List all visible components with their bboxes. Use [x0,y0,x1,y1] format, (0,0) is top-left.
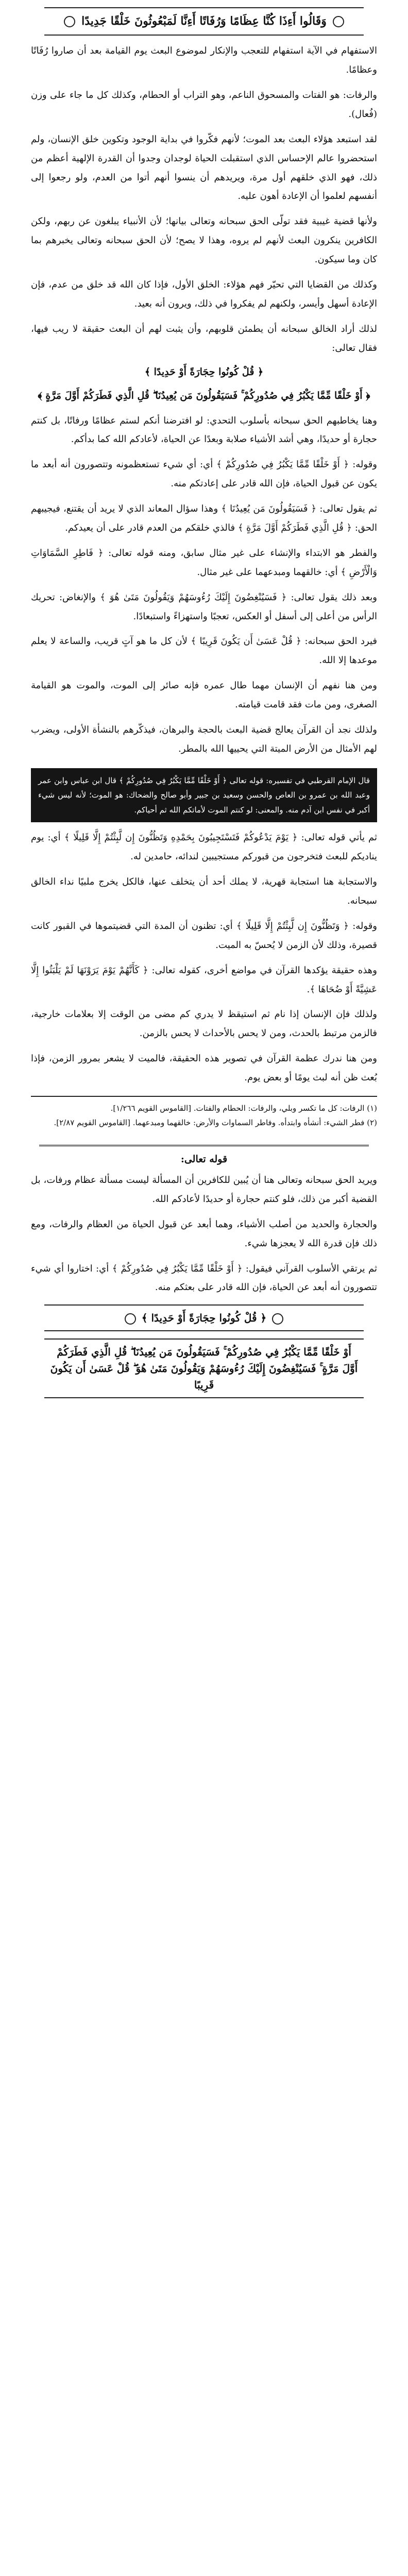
footnotes [31,1096,377,1130]
paragraph: وهذه حقيقة يؤكدها القرآن في مواضع أخرى، كقوله تعالى: ﴿ كَأَنَّهُمْ يَوْمَ يَرَوْنَهَا لَمْ يَلْبَثُوا إِلَّا عَشِيَّةً أَوْ ضُحَاهَا ﴾. [31,964,377,995]
paragraph: ومن هنا نفهم أن الإنسان مهما طال عمره فإنه صائر إلى الموت، والموت هو القيامة الصغرى، ومن مات فقد قامت قيامته. [31,680,377,710]
paragraph: ولأنها قضية غيبية فقد تولّى الحق سبحانه وتعالى بيانها؛ لأن الأنبياء يبلغون عن ربهم، ولكن الكافرين ينكرون البعث لأنهم لم يروه، وهذا لا يصح؛ لأن الحق سبحانه وتعالى يخبرهم بما كان وما سيكون. [31,216,377,265]
paragraph: فيرد الحق سبحانه: ﴿ قُلْ عَسَىٰ أَن يَكُونَ قَرِيبًا ﴾ لأن كل ما هو آتٍ قريب، والساعة لا يعلم موعدها إلا الله. [31,636,377,666]
ornament-icon [272,1313,283,1325]
ornament-icon [333,16,344,27]
ayah-banner-top [44,7,364,36]
paragraph: لذلك أراد الخالق سبحانه أن يطمئن قلوبهم، وأن يثبت لهم أن البعث حقيقة لا ريب فيها، فقال تعالى: [31,323,377,353]
page [0,7,408,2576]
paragraph: والفطر هو الابتداء والإنشاء على غير مثال سابق، ومنه قوله تعالى: ﴿ فَاطِرِ السَّمَاوَاتِ وَالْأَرْضِ ﴾ أي: خالقهما ومبدعهما على غير مثال. [31,547,377,578]
ayah-banner-middle [44,1304,364,1331]
paragraph: ويريد الحق سبحانه وتعالى هنا أن يُبين للكافرين أن المسألة ليست مسألة عظام ورفات، بل القضية أكبر من ذلك، فلو كنتم حجارة أو حديدًا لأعادكم الله. [31,1174,377,1205]
paragraph: الاستفهام في الآية استفهام للتعجب والإنكار لموضوع البعث يوم القيامة بعد أن صاروا رُفَاتًا وعظامًا. [31,45,377,76]
section-divider [39,1145,369,1146]
section-title: قوله تعالى: [180,1153,228,1165]
paragraph: ثم يقول تعالى: ﴿ فَسَيَقُولُونَ مَن يُعِيدُنَا ﴾ وهذا سؤال المعاند الذي لا يريد أن يقتنع، فيجيبهم الحق: ﴿ قُلِ الَّذِي فَطَرَكُمْ أَوَّلَ مَرَّةٍ ﴾ فالذي خلقكم من العدم قادر على أن يعيدكم. [31,503,377,533]
paragraph: والحجارة والحديد من أصلب الأشياء، وهما أبعد عن قبول الحياة من العظام والرفات، ومع ذلك فإن قدرة الله لا يعجزها شيء. [31,1218,377,1249]
highlight-box: قال الإمام القرطبي في تفسيره: قوله تعالى ﴿ أَوْ خَلْقًا مِّمَّا يَكْبُرُ فِي صُدُورِكُمْ ﴾ قال ابن عباس وابن عمر وعبد الله بن عمرو بن العاص والحسن وسعيد بن جبير وأبو صالح والضحاك: هو الموت؛ لأنه ليس شيء أكبر في نفس ابن آدم منه. والمعنى: لو كنتم الموت لأماتكم الله ثم أحياكم. [31,768,377,823]
paragraph: وقوله: ﴿ وَتَظُنُّونَ إِن لَّبِثْتُمْ إِلَّا قَلِيلًا ﴾ أي: تظنون أن المدة التي قضيتموها في القبور كانت قصيرة، وذلك لأن الزمن لا يُحسّ به الميت. [31,920,377,951]
ayah-banner-bottom [44,1338,364,1398]
paragraph: ثم يرتقي الأسلوب القرآني فيقول: ﴿ أَوْ خَلْقًا مِّمَّا يَكْبُرُ فِي صُدُورِكُمْ ﴾ أي: اختاروا أي شيء تتصورون أنه أبعد عن الحياة، فإن الله قادر على بعثكم منه. [31,1263,377,1293]
paragraph: ولذلك نجد أن القرآن يعالج قضية البعث بالحجة والبرهان، فيذكّرهم بالنشأة الأولى، ويضرب لهم الأمثال من الأرض الميتة التي يحييها الله بالمطر. [31,724,377,754]
paragraph: وكذلك من القضايا التي تحيّر فهم هؤلاء: الخلق الأول، فإذا كان الله قد خلق من عدم، فإن الإعادة أسهل وأيسر، ولكنهم لم يفكروا في ذلك، ويرون أنه بعيد. [31,279,377,309]
paragraph: وهنا يخاطبهم الحق سبحانه بأسلوب التحدي: لو افترضنا أنكم لستم عظامًا ورفاتًا، بل كنتم حجارة أو حديدًا، وهي أشد الأشياء صلابة وبعدًا عن الحياة، لأعادكم الله كما بدأكم. [31,415,377,445]
paragraph: وبعد ذلك يقول تعالى: ﴿ فَسَيُنْغِضُونَ إِلَيْكَ رُءُوسَهُمْ وَيَقُولُونَ مَتَىٰ هُوَ ﴾ والإنغاض: تحريك الرأس من أعلى إلى أسفل أو العكس، تعجبًا واستهزاءً واستبعادًا. [31,591,377,622]
paragraph: ومن هنا ندرك عظمة القرآن في تصوير هذه الحقيقة، فالميت لا يشعر بمرور الزمن، فإذا بُعث ظن أنه لبث يومًا أو بعض يوم. [31,1053,377,1083]
ayah-text: ﴿ قُلْ كُونُوا حِجَارَةً أَوْ حَدِيدًا ﴾ [141,1312,267,1325]
paragraph: ولذلك فإن الإنسان إذا نام ثم استيقظ لا يدري كم مضى من الوقت إلا بعلامات خارجية، فالزمن مرتبط بالحدث، ومن لا يحس بالأحداث لا يحس بالزمن. [31,1009,377,1039]
ornament-icon [64,16,75,27]
ornament-icon [125,1313,136,1325]
ayah-text: أَوْ خَلْقًا مِّمَّا يَكْبُرُ فِي صُدُورِكُمْ ۚ فَسَيَقُولُونَ مَن يُعِيدُنَا ۖ قُلِ الَّذِي فَطَرَكُمْ أَوَّلَ مَرَّةٍ ۚ فَسَيُنْغِضُونَ إِلَيْكَ رُءُوسَهُمْ وَيَقُولُونَ مَتَىٰ هُوَ ۖ قُلْ عَسَىٰ أَن يَكُونَ قَرِيبًا [50,1346,358,1392]
footnote: (١) الرفات: كل ما تكسر وبلي، والرفات: الحطام والفتات. [القاموس القويم ١/٢٦٦]. [110,1103,377,1113]
paragraph: والرفات: هو الفتات والمسحوق الناعم، وهو التراب أو الحطام، وكذلك كل ما جاء على وزن (فُعال). [31,89,377,120]
paragraph: والاستجابة هنا استجابة قهرية، لا يملك أحد أن يتخلف عنها، فالكل يخرج ملبيًا نداء الخالق سبحانه. [31,876,377,906]
footnote: (٢) فطر الشيء: أنشأه وابتدأه. وفاطر السماوات والأرض: خالقهما ومبدعهما. [القاموس القويم ٢/٨٧]. [54,1118,377,1128]
ayah-text: وَقَالُوا أَءِذَا كُنَّا عِظَامًا وَرُفَاتًا أَءِنَّا لَمَبْعُوثُونَ خَلْقًا جَدِيدًا [81,14,327,28]
paragraph: وقوله: ﴿ أَوْ خَلْقًا مِّمَّا يَكْبُرُ فِي صُدُورِكُمْ ﴾ أي: أي شيء تستعظمونه وتتصورون أنه أبعد ما يكون عن قبول الحياة، فإن الله قادر على إعادتكم منه. [31,459,377,489]
verse-line: ﴿ أَوْ خَلْقًا مِّمَّا يَكْبُرُ فِي صُدُورِكُمْ ۚ فَسَيَقُولُونَ مَن يُعِيدُنَا ۖ قُلِ الَّذِي فَطَرَكُمْ أَوَّلَ مَرَّةٍ ﴾ [38,389,370,401]
paragraph: لقد استبعد هؤلاء البعث بعد الموت؛ لأنهم فكّروا في بداية الوجود وتكوين خلق الإنسان، ولم استحضروا عالم الإحساس الذي استقبلت الحياة لوجدان وجدوا أن القدرة الإلهية أعظم من ذلك، فهو الذي خلقهم أول مرة، ويريدهم أن ينسوا أنهم أتوا من العدم، ولو رجعوا إلى أنفسهم لعلموا أن الإعادة أهون عليه. [31,133,377,202]
paragraph: ثم يأتي قوله تعالى: ﴿ يَوْمَ يَدْعُوكُمْ فَتَسْتَجِيبُونَ بِحَمْدِهِ وَتَظُنُّونَ إِن لَّبِثْتُمْ إِلَّا قَلِيلًا ﴾ أي: يوم يناديكم للبعث فتخرجون من قبوركم مستجيبين لندائه، حامدين له. [31,832,377,862]
verse-line: ﴿ قُلْ كُونُوا حِجَارَةً أَوْ حَدِيدًا ﴾ [144,366,264,378]
